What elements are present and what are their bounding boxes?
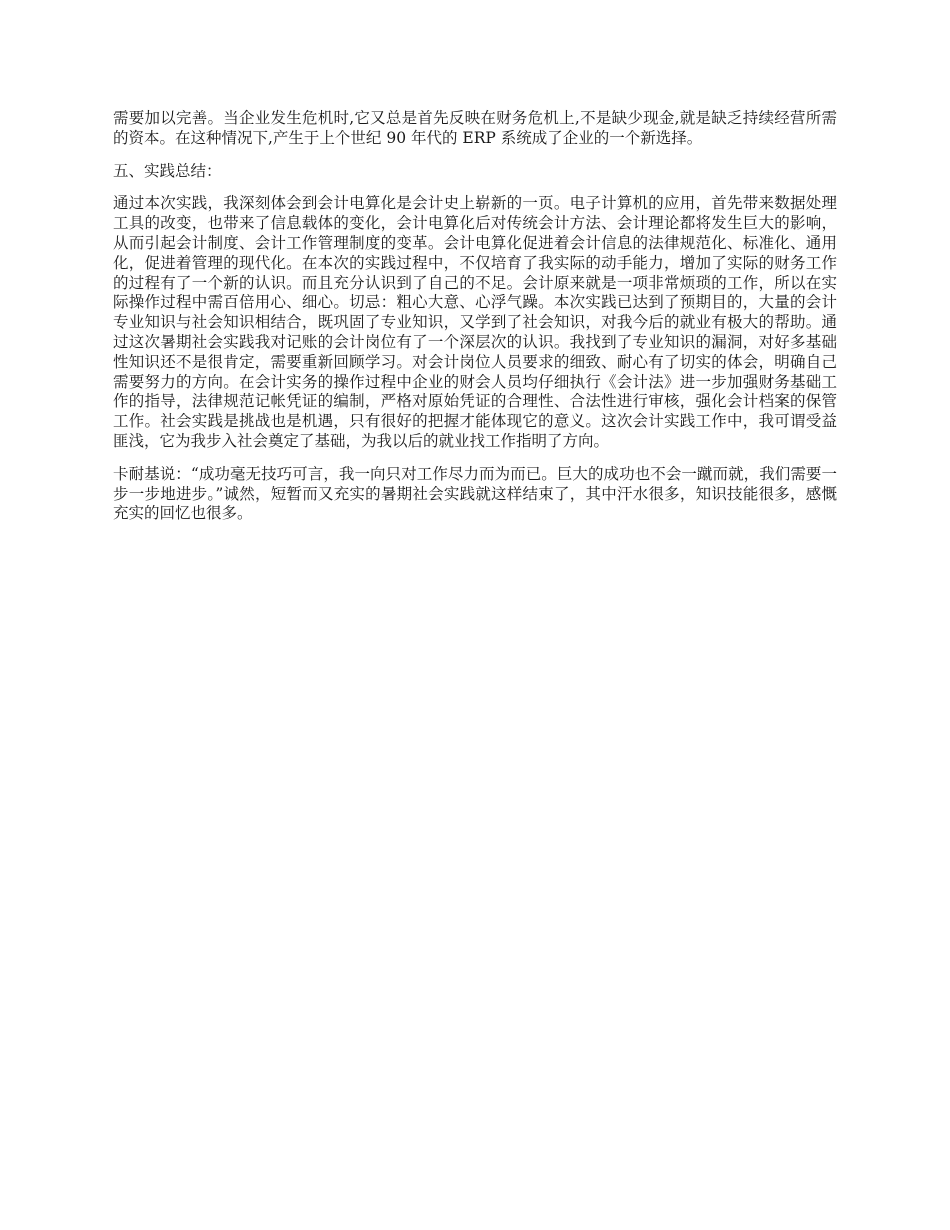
document-page <box>113 109 837 537</box>
section-heading-summary: 五、实践总结： <box>113 161 222 180</box>
paragraph-intro: 需要加以完善。当企业发生危机时,它又总是首先反映在财务危机上,不是缺少现金,就是缺乏持续经营所需的资本。在这种情况下,产生于上个世纪 90 年代的 ERP 系统成了企业的一个新选择。 <box>113 109 837 147</box>
paragraph-closing-quote: 卡耐基说：“成功毫无技巧可言，我一向只对工作尽力而为而已。巨大的成功也不会一蹴而就，我们需要一步一步地进步。”诚然，短暂而又充实的暑期社会实践就这样结束了，其中汗水很多，知识技能很多，感慨充实的回忆也很多。 <box>113 464 837 523</box>
paragraph-summary-body: 通过本次实践，我深刻体会到会计电算化是会计史上崭新的一页。电子计算机的应用，首先带来数据处理工具的改变，也带来了信息载体的变化，会计电算化后对传统会计方法、会计理论都将发生巨大的影响，从而引起会计制度、会计工作管理制度的变革。会计电算化促进着会计信息的法律规范化、标准化、通用化，促进着管理的现代化。在本次的实践过程中，不仅培育了我实际的动手能力，增加了实际的财务工作的过程有了一个新的认识。而且充分认识到了自己的不足。会计原来就是一项非常烦琐的工作，所以在实际操作过程中需百倍用心、细心。切忌：粗心大意、心浮气躁。本次实践已达到了预期目的，大量的会计专业知识与社会知识相结合，既巩固了专业知识，又学到了社会知识，对我今后的就业有极大的帮助。通过这次暑期社会实践我对记账的会计岗位有了一个深层次的认识。我找到了专业知识的漏洞，对好多基础性知识还不是很肯定，需要重新回顾学习。对会计岗位人员要求的细致、耐心有了切实的体会，明确自己需要努力的方向。在会计实务的操作过程中企业的财会人员均仔细执行《会计法》进一步加强财务基础工作的指导，法律规范记帐凭证的编制，严格对原始凭证的合理性、合法性进行审核，强化会计档案的保管工作。社会实践是挑战也是机遇，只有很好的把握才能体现它的意义。这次会计实践工作中，我可谓受益匪浅，它为我步入社会奠定了基础，为我以后的就业找工作指明了方向。 <box>113 194 837 450</box>
